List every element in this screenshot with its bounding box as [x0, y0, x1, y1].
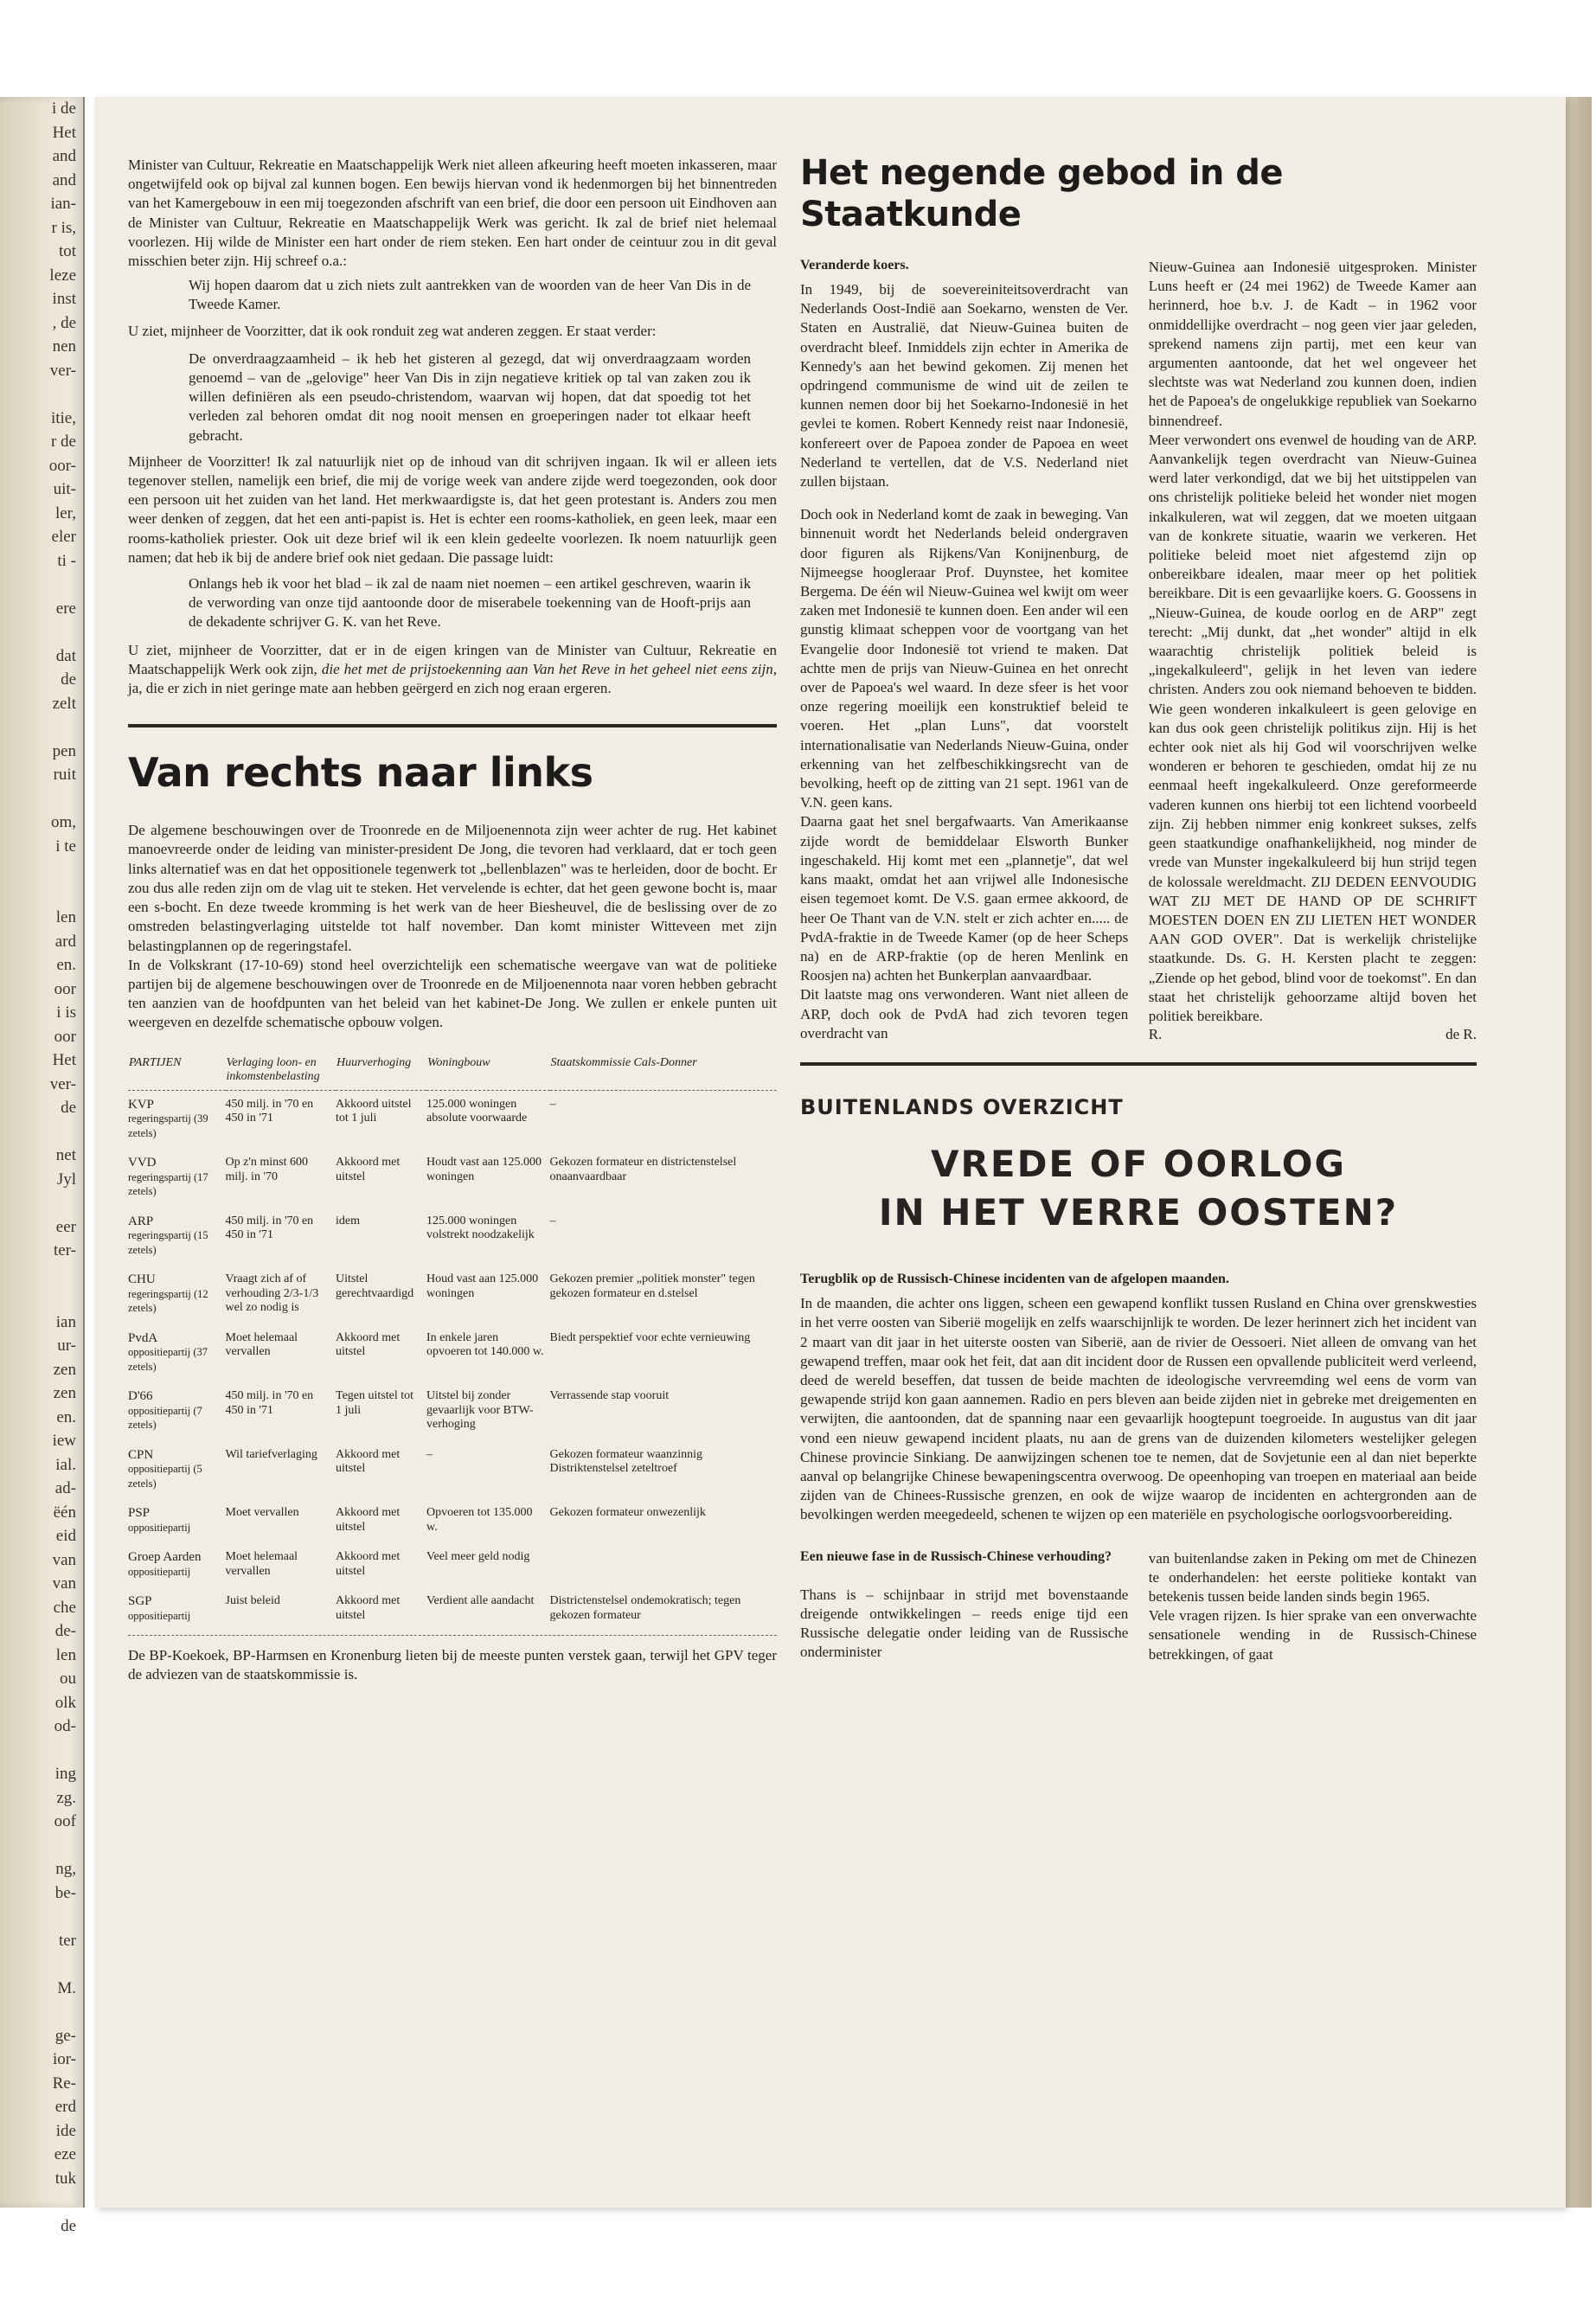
fold-text-fragment: van [52, 1550, 76, 1569]
rechts-footnote: De BP-Koekoek, BP-Harmsen en Kronenburg lieten bij de meeste punten verstek gaan, terwijl het GPV teger de adviezen van de staatskommissie is. [128, 1647, 777, 1683]
fold-text-fragment: and [52, 170, 76, 189]
fold-text-fragment: ian [55, 1312, 76, 1331]
fold-text-fragment: ere [55, 599, 76, 618]
fold-text-fragment [0, 787, 83, 811]
party-status: regeringspartij (17 zetels) [128, 1170, 208, 1198]
fold-text-fragment [0, 1120, 83, 1144]
letter-p4-end: ja, die er zich in niet geringe mate aan hebben geërgerd en zich nog eraan ergeren. [128, 680, 612, 697]
fold-text-fragment: ler, [54, 503, 76, 522]
gebod-paragraph-2: Doch ook in Nederland komt de zaak in beweging. Van binnenuit wordt het Nederlands beleid ondergraven door figuren als Rijkens/Van Konijnenburg, de Nijmeegse hoogleraar Prof. Duynstee, het komitee Bergema. De één wil Nieuw-Guinea wel kwijt om weer zaken met Indonesië te kunnen doen. Een ander wil een gunstig klimaat scheppen voor de voortgang van het Evangelie door Indonesië tot vriend te maken. Dat achtte men de prijs van Nieuw-Guinea en het onrecht over de Papoea's wel waard. In deze sfeer is het voor onze regering moeilijk een konstruktief beleid te voeren. Het „plan Luns", dat voorstelt internationalisatie van Nederlands Nieuw-Guina, onder erkenning van het zelfbeschikkingsrecht van de bevolking, heeft op de zitting van 21 sept. 1961 van de V.N. geen kans. [800, 506, 1129, 811]
section-divider [128, 724, 777, 727]
cell-staatskommissie: Gekozen premier „politiek monster" tegen gekozen formateur en d.stelsel [549, 1272, 755, 1300]
fold-text-fragment: olk [54, 1693, 76, 1712]
col-header-huur: Huurverhoging [336, 1055, 426, 1091]
fold-text-fragment: ad- [54, 1479, 76, 1497]
buitenlands-headline-2: IN HET VERRE OOSTEN? [878, 1191, 1399, 1234]
fold-text-fragment: ard [54, 932, 76, 951]
fold-text-fragment [0, 2000, 83, 2024]
fold-text-fragment: Re- [52, 2073, 76, 2093]
party-positions-table [128, 1055, 777, 1632]
cell-huur: Akkoord met uitstel [336, 1594, 401, 1622]
buitenlands-column-1 [800, 1549, 1128, 1664]
gebod-column-1 [800, 258, 1128, 1043]
table-row [128, 1382, 777, 1441]
party-status: oppositiepartij (7 zetels) [128, 1404, 202, 1432]
gebod-subhead: Veranderde koers. [800, 258, 909, 272]
buitenlands-headline-1: VREDE OF OORLOG [931, 1143, 1346, 1186]
cell-woningbouw: Opvoeren tot 135.000 w. [426, 1506, 533, 1534]
party-name: CPN [128, 1447, 154, 1462]
fold-text-fragment: zg. [56, 1788, 76, 1807]
fold-text-fragment [0, 382, 83, 407]
cell-belasting: 450 milj. in '70 en 450 in '71 [225, 1097, 314, 1125]
fold-text-fragment: M. [57, 1978, 76, 1997]
letter-intro: Minister van Cultuur, Rekreatie en Maatschappelijk Werk niet alleen afkeuring heeft moeten inkasseren, maar ongetwijfeld ook op bijval zal kunnen bogen. Een bewijs hiervan vond ik hedenmorgen bij het binnentreden van het Kamergebouw in een mij toegezonden afschrift van een brief, die door een persoon uit Eindhoven aan de Minister van Cultuur, Rekreatie en Maatschappelijk Werk was gericht. Ik zal de brief niet helemaal voorlezen. Hij wilde de Minister een hart onder de riem steken. Een hart onder de ceintuur zou in dit geval misschien beter zijn. Hij schreef o.a.: [128, 157, 777, 270]
buitenlands-column-2 [1149, 1549, 1477, 1664]
fold-text-fragment: ial. [55, 1455, 76, 1474]
cell-huur: Uitstel gerechtvaardigd [336, 1272, 414, 1300]
cell-huur: Akkoord met uitstel [336, 1506, 401, 1534]
cell-woningbouw: Houd vast aan 125.000 woningen [426, 1272, 539, 1300]
party-name: CHU [128, 1272, 156, 1287]
fold-text-fragment: ti - [57, 551, 76, 570]
fold-text-fragment: zen [53, 1360, 76, 1379]
cell-staatskommissie: – [549, 1097, 556, 1111]
table-row [128, 1587, 777, 1631]
fold-text-fragment: r is, [51, 218, 76, 237]
buitenlands-subhead-2: Een nieuwe fase in de Russisch-Chinese verhouding? [800, 1548, 1112, 1564]
letter-quote-1: Wij hopen daarom dat u zich niets zult aantrekken van de woorden van de heer Van Dis in de Tweede Kamer. [189, 277, 751, 313]
cell-huur: idem [336, 1214, 360, 1227]
fold-text-fragment: nen [52, 337, 76, 356]
fold-text-fragment: oor [54, 979, 76, 998]
cell-belasting: Wil tariefverlaging [225, 1447, 317, 1461]
letter-p4-start: U ziet, mijnheer de Voorzitter, dat er in de eigen kringen van de Minister van Cultuur, Rekreatie en Maatschappelijk Werk ook zijn, [128, 641, 777, 677]
cell-huur: Tegen uitstel tot 1 juli [336, 1389, 414, 1417]
party-status: regeringspartij (12 zetels) [128, 1287, 208, 1315]
fold-text-fragment: oor [54, 1027, 76, 1046]
table-row [128, 1441, 777, 1500]
rechts-headline: Van rechts naar links [128, 749, 593, 797]
gebod-paragraph-4: Dit laatste mag ons verwonderen. Want niet alleen de ARP, doch ook de PvdA had zich tevoren tegen overdracht van [800, 986, 1129, 1042]
buitenlands-kicker: BUITENLANDS OVERZICHT [800, 1095, 1124, 1120]
fold-text-fragment [0, 620, 83, 644]
fold-text-fragment: iew [52, 1432, 76, 1450]
cell-staatskommissie: Gekozen formateur onwezenlijk [549, 1506, 706, 1520]
cell-huur: Akkoord met uitstel [336, 1330, 401, 1359]
table-row [128, 1266, 777, 1324]
party-status: oppositiepartij [128, 1521, 191, 1534]
fold-text-fragment: en. [56, 956, 76, 974]
cell-belasting: 450 milj. in '70 en 450 in '71 [225, 1389, 314, 1417]
letter-paragraph-4 [128, 641, 777, 699]
gebod-headline: Het negende gebod in de Staatkunde [800, 153, 1283, 234]
cell-belasting: Op z'n minst 600 milj. in '70 [225, 1156, 308, 1183]
rechts-article [128, 750, 777, 1684]
table-row [128, 1499, 777, 1543]
fold-text-fragment: ing [54, 1765, 76, 1783]
party-name: D'66 [128, 1389, 153, 1404]
fold-text-fragment: ver- [49, 1074, 76, 1093]
fold-text-fragment: i te [55, 836, 76, 856]
col-header-woningbouw: Woningbouw [426, 1055, 550, 1091]
party-name: PvdA [128, 1330, 158, 1345]
gebod-article [800, 152, 1477, 1043]
letter-article [128, 156, 777, 698]
fold-text-fragment [0, 715, 83, 740]
fold-text-fragment: ëén [53, 1503, 76, 1522]
fold-text-fragment: zelt [52, 694, 76, 713]
cell-belasting: Moet vervallen [225, 1506, 299, 1520]
fold-text-fragment: Jyl [56, 1170, 76, 1189]
col-header-partijen: PARTIJEN [128, 1055, 226, 1091]
letter-quote-3: Onlangs heb ik voor het blad – ik zal de naam niet noemen – een artikel geschreven, waarin ik de verwording van onze tijd aantoonde door de miserabele toekenning van de Hooft-prijs aan de dekadente schrijver G. K. van het Reve. [189, 575, 751, 631]
buitenlands-columns [800, 1549, 1477, 1664]
fold-text-fragment: eid [55, 1527, 76, 1545]
folded-adjacent-page [0, 97, 85, 2235]
cell-woningbouw: Veel meer geld nodig [426, 1550, 530, 1564]
fold-text-fragment: eze [54, 2145, 76, 2163]
col-header-staatskommissie: Staatskommissie Cals-Donner [550, 1055, 778, 1091]
fold-text-fragment [0, 1739, 83, 1763]
cell-belasting: Vraagt zich af of verhouding 2/3-1/3 wel zo nodig is [225, 1272, 319, 1315]
fold-text-fragment: ian- [50, 195, 76, 213]
fold-text-fragment: Het [52, 123, 76, 142]
cell-woningbouw: Houdt vast aan 125.000 woningen [426, 1156, 542, 1183]
fold-text-fragment: de [61, 1099, 76, 1117]
fold-text-fragment: ng, [55, 1860, 76, 1878]
col-header-belasting: Verlaging loon- en inkomstenbelasting [226, 1055, 337, 1091]
buitenlands-article [800, 1095, 1477, 1664]
gebod-paragraph-1: In 1949, bij de soevereiniteitsoverdracht van Nederlands Oost-Indië aan Soekarno, wensten de Ver. Staten en Australië, dat Nieuw-Guinea buiten de overdracht bleef. Inmiddels zijn echter in Amerika de Kennedy's aan het bewind gekomen. Zij menen het opdringend communisme de wind uit de zeilen te kunnen nemen door bij het Soekarno-Indonesië in het gevlei te komen. Robert Kennedy reist naar Indonesië, konfereert over de Papoea zonder de Papoea en weet Nederland te vertellen, dat de V.S. Nederland niet zullen bijstaan. [800, 281, 1129, 490]
fold-text-fragment: inst [52, 290, 76, 308]
fold-text-fragment: eer [55, 1217, 76, 1236]
fold-text-fragment: i de [52, 99, 76, 118]
table-row [128, 1543, 777, 1587]
fold-text-fragment [0, 1834, 83, 1858]
party-status: regeringspartij (15 zetels) [128, 1229, 208, 1256]
letter-quote-2: De onverdraagzaamheid – ik heb het gisteren al gezegd, dat wij onverdraagzaam worden genoemd – van de „gelovige" heer Van Dis in zijn negatieve kritiek op tal van zaken zou ik willen definiëren als een pseudo-christendom, waarvan wij hopen, dat dat spoedig tot het verleden zal behoren omdat dit nog nooit mensen en groeperingen nader tot elkaar heeft gebracht. [189, 349, 751, 444]
cell-staatskommissie: Gekozen formateur en districtenstelsel onaanvaardbaar [549, 1156, 737, 1183]
left-column [128, 156, 777, 1684]
fold-text-fragment: len [55, 908, 76, 926]
fold-text-fragment: zen [53, 1384, 76, 1402]
buitenlands-paragraph-3: van buitenlandse zaken in Peking om met de Chinezen te onderhandelen: het eerste politieke kontakt van betekenis tussen beide landen sinds begin 1965. [1148, 1549, 1477, 1605]
fold-text-fragment [0, 1191, 83, 1215]
cell-woningbouw: 125.000 woningen volstrekt noodzakelijk [426, 1214, 535, 1242]
fold-text-fragment: dat [55, 646, 76, 665]
gebod-columns [800, 258, 1477, 1043]
cell-huur: Akkoord met uitstel [336, 1550, 401, 1578]
fold-text-fragment: Het [52, 1051, 76, 1069]
party-name: ARP [128, 1214, 154, 1228]
cell-huur: Akkoord uitstel tot 1 juli [336, 1097, 412, 1125]
cell-belasting: Moet helemaal vervallen [225, 1550, 298, 1578]
fold-text-fragment: om, [50, 813, 76, 831]
buitenlands-paragraph-2: Thans is – schijnbaar in strijd met bovenstaande dreigende ontwikkelingen – reeds enige tijd een Russische delegatie onder leiding van de Russische onderminister [800, 1586, 1129, 1661]
party-name: PSP [128, 1506, 151, 1521]
fold-text-fragment: ge- [54, 2026, 76, 2045]
fold-text-fragment: len [55, 1645, 76, 1664]
rechts-paragraph-2: In de Volkskrant (17-10-69) stond heel overzichtelijk een schematische weergave van wat de politieke partijen bij de algemene beschouwingen over de Troonrede en de Miljoenennota naar voren hebben gebracht ten aanzien van de hoofdpunten van het beleid van het kabinet-De Jong. We zullen er enkele punten uit weergeven en dezelfde schematische opbouw volgen. [128, 956, 777, 1031]
fold-text-fragment: eler [51, 528, 76, 546]
fold-text-fragment: che [53, 1598, 76, 1617]
fold-text-fragment: ter [58, 1931, 76, 1950]
table-row [128, 1208, 777, 1266]
table-row [128, 1149, 777, 1208]
section-divider [800, 1062, 1477, 1066]
cell-staatskommissie: Gekozen formateur waanzinnig Distriktenstelsel zeteltroef [549, 1447, 702, 1476]
fold-text-fragment: i is [56, 1003, 76, 1022]
table-row [128, 1324, 777, 1383]
fold-text-fragment: ter- [54, 1241, 76, 1259]
fold-text-fragment: tot [58, 242, 76, 260]
fold-text-fragment: van [52, 1574, 76, 1593]
cell-belasting: 450 milj. in '70 en 450 in '71 [225, 1214, 314, 1242]
party-status: oppositiepartij (5 zetels) [128, 1463, 202, 1490]
party-status: oppositiepartij (37 zetels) [128, 1346, 208, 1373]
buitenlands-paragraph-1: In de maanden, die achter ons liggen, scheen een gewapend konflikt tussen Rusland en China over grenskwesties in het verre oosten van Siberië mogelijk en zelfs waarschijnlijk te worden. De lezer herinnert zich het incident van 2 maart van dit jaar in het uiterste oosten van Siberië, aan de rivier de Oessoeri. Niet alleen de omvang van het gewapend treffen, maar ook het feit, dat aan dit incident door de Russen een opvallende publiciteit werd verleend, deed de wereld beseffen, dat tussen de beide machten de ideologische vervreemding wel eens de vorm van gewapende strijd kon gaan aannemen. Radio en pers bleven aan beide zijden niet in gebreke met dreigementen en verwijten, die aantoonden, dat de spanning naar een gevaarlijk hoogtepunt toegroeide. In augustus van dit jaar vond een nieuw gewapend incident plaats, nu aan de grens van de duizenden kilometers westelijker gelegen Chinese provincie Sinkiang. De aanwijzingen schenen toe te nemen, dat de Sovjetunie een al dan niet beperkte aanval op belangrijke Chinese bewapeningscentra overwoog. De opeenhoping van troepen en materiaal aan beide zijden van de Chinees-Russische grenzen, en ook de wijze waarop de incidenten en achtergronden aan de bevolkingen werden meegedeeld, schenen te wijzen op een materiële en psychologische oorlogsvoorbereiding. [800, 1295, 1477, 1523]
fold-text-fragment: net [55, 1146, 76, 1164]
party-name: SGP [128, 1594, 152, 1609]
fold-text-fragment: ide [55, 2121, 76, 2140]
cell-belasting: Juist beleid [225, 1594, 280, 1608]
fold-text-fragment: itie, [50, 408, 76, 427]
cell-woningbouw: 125.000 woningen absolute voorwaarde [426, 1097, 528, 1125]
fold-text-fragment: ruit [53, 766, 76, 784]
cell-belasting: Moet helemaal vervallen [225, 1330, 298, 1359]
fold-text-fragment [0, 858, 83, 882]
fold-text-fragment: de- [54, 1622, 76, 1640]
fold-text-fragment: oof [54, 1812, 76, 1830]
cell-staatskommissie: Biedt perspektief voor echte vernieuwing [549, 1330, 751, 1344]
gebod-paragraph-6: Meer verwondert ons evenwel de houding van de ARP. Aanvankelijk tegen overdracht van Nieuw-Guinea werd later verkondigd, dat we bij het uitstippelen van ons christelijk politieke beleid het wonder niet mogen inkalkuleren, wat wil zeggen, dat we moeten uitgaan van de konkrete situatie, waarin we verkeren. Het politieke beleid moet niet afgestemd zijn op onbereikbare idealen, maar meer op het politiek bereikbare. Dit is een gevaarlijke koers. G. Goossens in „Nieuw-Guinea, de koude oorlog en de ARP" zegt terecht: „Mij dunkt, dat „het wonder" altijd in elk waarachtig christelijk politiek beleid is „ingekalkuleerd", gelijk in het leven van iedere christen. Anders zou ook niemand behoeven te bidden. Wie geen wonderen inkalkuleert is geen gelovige en kan dus ook geen christelijk politikus zijn. Hij is het echter ook niet als hij God wil voorschrijven welke wonderen er behoren te geschieden, omdat hij ze nu eenmaal heeft ingekalkuleerd. Onze gereformeerde vaderen kunnen ons hierbij tot een lichtend voorbeeld zijn. Zij hebben nimmer enig konkreet sukses, zelfs geen staatkundige onafhankelijkheid, nog minder de vrede van Munster ingekalkuleerd bij hun strijd tegen de kolossale wereldmacht. ZIJ DEDEN EENVOUDIG WAT ZIJ MET DE HAND OP DE SCHRIFT MOESTEN DOEN EN ZIJ LIETEN HET WONDER AAN GOD OVER". Dat is werkelijk christelijke staatkunde. Ds. G. H. Kersten placht te zeggen: „Ziende op het gebod, blind voor de toekomst". En dan staat het christelijk gehoorzame altijd boven het politiek bereikbare. [1148, 431, 1477, 1024]
gebod-column-2 [1149, 258, 1477, 1043]
right-column [800, 153, 1477, 1664]
fold-text-fragment: od- [54, 1717, 76, 1735]
fold-text-fragment [0, 1286, 83, 1311]
party-name: VVD [128, 1156, 157, 1170]
fold-text-fragment: tuk [54, 2169, 76, 2188]
gebod-paragraph-5: Nieuw-Guinea aan Indonesië uitgesproken. Minister Luns heeft er (24 mei 1962) de Tweede Kamer aan herinnerd, hoe b.v. J. de Kadt – in 1962 voor onmiddellijke overdracht – nog geen vier jaar geleden, sprekend namens zijn partij, met een keur van argumenten aantoonde, dat het wel ongeveer het slechtste was wat Nederland zou kunnen doen, indien het de Papoea's de ongelukkige republiek van Soekarno binnendreef. [1148, 259, 1477, 429]
fold-text-fragment [0, 573, 83, 597]
fold-text-fragment [0, 1905, 83, 1929]
fold-text-fragment: , de [52, 313, 76, 332]
letter-paragraph-2: U ziet, mijnheer de Voorzitter, dat ik ook ronduit zeg wat anderen zeggen. Er staat verder: [128, 322, 657, 339]
gebod-signature [1149, 1026, 1477, 1043]
fold-text-fragment: be- [54, 1883, 76, 1902]
table-end-rule [128, 1635, 777, 1636]
fold-text-fragment: de [61, 2216, 76, 2235]
table-row [128, 1090, 777, 1149]
fold-text-fragment: and [52, 147, 76, 165]
fold-text-fragment: de [61, 670, 76, 689]
cell-woningbouw: Verdient alle aandacht [426, 1594, 535, 1608]
rechts-paragraph-1: De algemene beschouwingen over de Troonrede en de Miljoenennota zijn weer achter de rug. Het kabinet manoevreerde onder de leiding van minister-president De Jong, die tevoren had verklaard, dat er toch geen links alternatief was en dat het oppositionele tegenwerk tot „bellenblazen" was te herleiden, door de bocht. Er zou dus alle reden zijn om de vlag uit te steken. Het vervelende is echter, dat het geen gewone bocht is, maar een s-bocht. En deze tweede kromming is het werk van de heer Biesheuvel, die de beslissing over de zo omstreden belastingverlaging uitstelde tot half november. Dan komt minister Witteveen met zijn belastingplannen op de regeringstafel. [128, 822, 777, 954]
fold-text-fragment: leze [49, 266, 76, 285]
cell-woningbouw: – [426, 1447, 433, 1461]
fold-text-fragment: ior- [52, 2050, 76, 2068]
cell-staatskommissie: – [549, 1214, 556, 1227]
party-name: Groep Aarden [128, 1550, 202, 1565]
cell-staatskommissie: Verrassende stap vooruit [549, 1389, 670, 1403]
cell-staatskommissie: Districtenstelsel ondemokratisch; tegen gekozen formateur [549, 1594, 741, 1622]
table-header-row [128, 1055, 777, 1091]
party-name: KVP [128, 1097, 155, 1112]
cell-huur: Akkoord met uitstel [336, 1156, 401, 1183]
letter-paragraph-3: Mijnheer de Voorzitter! Ik zal natuurlijk niet op de inhoud van dit schrijven ingaan. Ik wil er alleen iets tegenover stellen, namelijk een brief, die mij de vorige week van andere zijde werd toegezonden, ook door een persoon uit het zuiden van het land. Het merkwaardigste is, dat het geen protestant is. Anders zou men weer denken of zeggen, dat het een anti-papist is. Het is echter een rooms-katholiek, en geen leek, maar een rooms-katholiek priester. Ook uit deze brief wil ik een klein gedeelte voorlezen. Ik noem natuurlijk geen namen; dat heb ik bij de andere brief ook niet gedaan. Die passage luidt: [128, 452, 777, 566]
cell-woningbouw: Uitstel bij zonder gevaarlijk voor BTW-verhoging [426, 1389, 534, 1432]
buitenlands-paragraph-4: Vele vragen rijzen. Is hier sprake van een onverwachte sensationele wending in de Russisch-Chinese betrekkingen, of gaat [1148, 1607, 1477, 1663]
fold-text-fragment: uit- [53, 480, 76, 498]
fold-text-fragment: pen [52, 741, 76, 760]
fold-text-fragment [0, 1263, 83, 1287]
cell-staatskommissie [550, 1543, 778, 1587]
party-status: oppositiepartij [128, 1609, 191, 1622]
party-status: regeringspartij (39 zetels) [128, 1112, 208, 1139]
party-status: oppositiepartij [128, 1565, 191, 1578]
fold-text-fragment: en. [56, 1407, 76, 1426]
fold-text-fragment [0, 2190, 83, 2214]
signature-left: R. [1148, 1026, 1163, 1043]
fold-text-fragment: erd [54, 2098, 76, 2116]
fold-text-fragment: oor- [48, 456, 76, 475]
fold-text-fragment: ur- [57, 1336, 76, 1355]
fold-text-fragment: r de [50, 433, 76, 451]
fold-text-fragment [0, 1952, 83, 1977]
gebod-paragraph-3: Daarna gaat het snel bergafwaarts. Van Amerikaanse zijde wordt de bemiddelaar Elsworth Bunker ingeschakeld. Hij komt met een „plannetje", dat wel kans maakt, omdat het aan vrijwel alle Indonesische eisen tegemoet komt. De V.S. gaan ermee akkoord, de heer Oe Thant van de V.N. stelt er zich achter en..... de PvdA-fraktie in de Tweede Kamer (op de heer Scheps na) en de ARP-fraktie (op de heren Menlink en Roosjen na) achten het Bunkerplan aanvaardbaar. [800, 813, 1129, 984]
buitenlands-subhead: Terugblik op de Russisch-Chinese incidenten van de afgelopen maanden. [800, 1272, 1229, 1287]
cell-huur: Akkoord met uitstel [336, 1447, 401, 1476]
fold-text-fragment [0, 882, 83, 907]
signature-right: de R. [1445, 1026, 1477, 1043]
letter-p4-italic: die het met de prijstoekenning aan Van het Reve in het geheel niet eens zijn, [321, 660, 777, 677]
fold-text-fragment: ou [60, 1670, 76, 1688]
cell-woningbouw: In enkele jaren opvoeren tot 140.000 w. [426, 1330, 544, 1359]
fold-text-fragment: ver- [49, 361, 76, 380]
